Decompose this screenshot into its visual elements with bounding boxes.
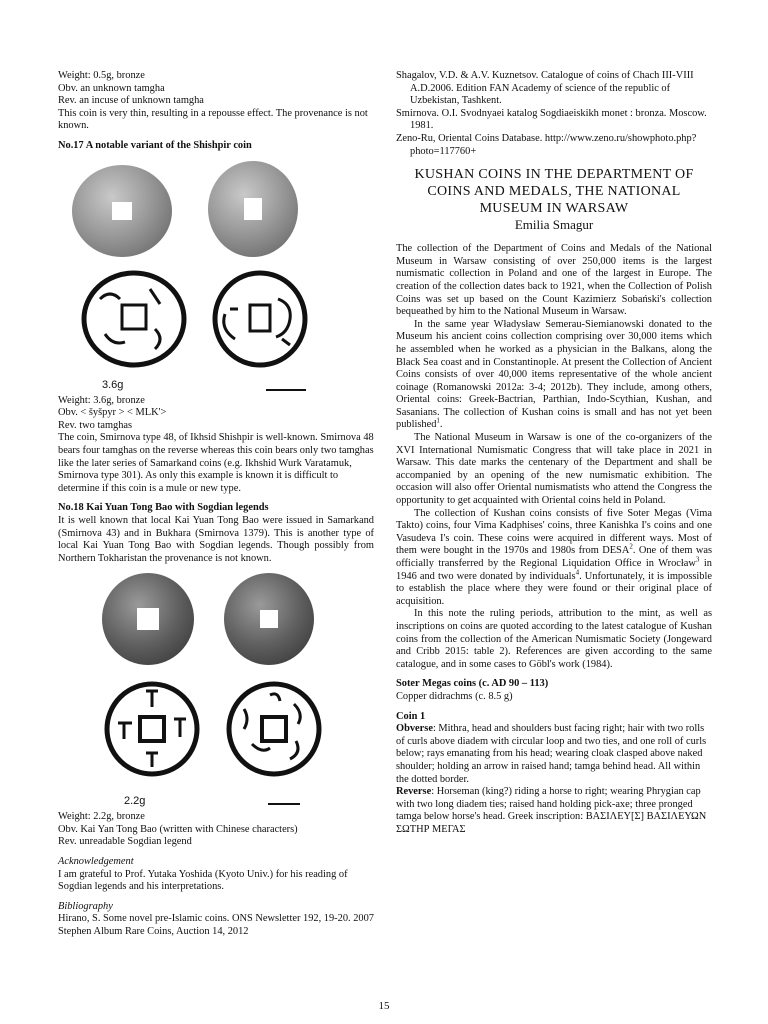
no18-reverse-photo	[224, 573, 314, 665]
article-author: Emilia Smagur	[514, 217, 594, 233]
paragraph: The collection of the Department of Coins and Medals of the National Museum in Warsaw consisting of over 250,000 items is the largest numismatic collection in Poland and one of the largest in Europe. The creation of the collection dates back to 1921, when the Collection of Polish Coins was set up based on the Count Kazimierz Sobański's collection bequeathed by him to the National Museum in Warsaw.	[396, 243, 712, 318]
bibliography-heading: Bibliography	[58, 900, 113, 912]
paragraph: The National Museum in Warsaw is one of the co-organizers of the XVI International Numismatic Congress that will take place in 2021 in Warsaw. This date marks the centenary of the Department and shall be accompanied by an opening of the new numismatic exhibition. The occasion will also offer Oriental numismatists who attend the Congress the opportunity to get acquainted with Oriental coins held in Poland.	[396, 432, 712, 507]
no18-weight-caption: 2.2g	[124, 795, 146, 808]
acknowledgement-text: I am grateful to Prof. Yutaka Yoshida (Kyoto Univ.) for his reading of Sogdian legends and his interpretations.	[58, 868, 348, 893]
no18-detail: Rev. unreadable Sogdian legend	[58, 836, 192, 848]
no18-obverse-photo	[102, 573, 194, 665]
bibliography-entry: Hirano, S. Some novel pre-Islamic coins. ONS Newsletter 192, 19-20. 2007	[58, 913, 374, 925]
reverse-label: Reverse	[396, 786, 432, 798]
reference-entry: Shagalov, V.D. & A.V. Kuznetsov. Catalogue of coins of Chach III-VIII A.D.2006. Edition FAN Academy of science of the republic of Uzbekistan, Tashkent.	[396, 70, 694, 107]
intro-line: Obv. an unknown tamgha	[58, 82, 165, 94]
article-title: KUSHAN COINS IN THE DEPARTMENT OF COINS AND MEDALS, THE NATIONAL MUSEUM IN WARSAW	[414, 167, 694, 217]
left-column	[58, 70, 374, 939]
intro-line: This coin is very thin, resulting in a repousse effect. The provenance is not known.	[58, 107, 368, 132]
page-number: 15	[378, 1000, 390, 1012]
reference-entry: Zeno-Ru, Oriental Coins Database. http://www.zeno.ru/showphoto.php?photo=117760+	[396, 132, 697, 157]
reference-entry: Smirnova. O.I. Svodnyaei katalog Sogdiaeiskikh monet : bronza. Moscow. 1981.	[396, 107, 707, 132]
no17-heading: No.17 A notable variant of the Shishpir coin	[58, 139, 252, 151]
no18-description: It is well known that local Kai Yuan Tong Bao were issued in Samarkand (Smirnova 43) and in Bukhara (Smirnova 1379). This is another type of local Kai Yuan Tong Bao with Sogdian legends. Though possibly from Northern Tokharistan the provenance is not known.	[58, 514, 374, 564]
no18-detail: Obv. Kai Yan Tong Bao (written with Chinese characters)	[58, 823, 298, 835]
paragraph: In this note the ruling periods, attribution to the mint, as well as inscriptions on coins are quoted according to the latest catalogue of Kushan coins from the collection of the American Numismatic Society (Jongeward and Cribb 2015: table 2). References are given according to the same catalogue, and in some cases to Göbl's work (1984).	[396, 608, 712, 670]
no17-obverse-drawing	[80, 269, 188, 369]
no18-obverse-drawing	[102, 679, 202, 779]
no18-coin-figure	[58, 571, 374, 811]
footnote-ref: 2	[629, 542, 633, 551]
obverse-label: Obverse	[396, 723, 433, 735]
intro-line: Rev. an incuse of unknown tamgha	[58, 95, 204, 107]
scale-bar	[266, 389, 306, 391]
no18-heading: No.18 Kai Yuan Tong Bao with Sogdian legends	[58, 502, 269, 514]
no17-description: The coin, Smirnova type 48, of Ikhsid Shishpir is well-known. Smirnova 48 bears four tamghas on the reverse whereas this coin bears only two tamghas like the later series of Samarkand coins (e.g. Ikhshid Wurk Varatamuk, Smirnova type 301). As only this example is known it is difficult to determine if this coin is a mule or new type.	[58, 432, 374, 494]
coin1-obverse: Obverse: Mithra, head and shoulders bust facing right; hair with two rolls of curls above diadem with circular loop and two ties, and one roll of curls below; rays emanating from his head; wearing cloak clasped above naked shoulder; holding an arrow in raised hand; tamga behind head. All within the dotted border.	[396, 723, 707, 785]
no17-obverse-photo	[72, 165, 172, 257]
soter-megas-heading: Soter Megas coins (c. AD 90 – 113)	[396, 678, 549, 690]
no17-detail: Rev. two tamghas	[58, 419, 133, 431]
acknowledgement-heading: Acknowledgement	[58, 856, 134, 868]
no17-reverse-drawing	[210, 269, 310, 369]
no17-weight-caption: 3.6g	[102, 378, 124, 391]
footnote-ref: 4	[575, 568, 580, 577]
no18-detail: Weight: 2.2g, bronze	[58, 811, 145, 823]
footnote-ref: 3	[695, 555, 700, 564]
no17-detail: Weight: 3.6g, bronze	[58, 394, 145, 406]
coin1-heading: Coin 1	[396, 710, 426, 722]
paragraph: In the same year Władysław Semerau-Siemianowski donated to the Museum his ancient coins collection comprising over 30,000 items which he assembled when he worked as a physician in the Balkans, along the Black Sea coast and in Constantinople. At present the Collection of Ancient Coins consists of over 40,000 items representative of the whole ancient coinage (Romanowski 2012a: 3-4; 2012b). They include, among others, Oriental coins: Greek-Bactrian, Parthian, Indo-Scythian, Kushan, and Sasanians. The collection of Kushan coins is small and has not yet been published$^1$.	[396, 318, 712, 431]
paragraph: The collection of Kushan coins consists of five Soter Megas (Vima Takto) coins, four Vima Kadphises' coins, three Kanishka I's coins and one Vasudeva I's coin. These coins were acquired in different ways. Most of them were bought in the 1970s and 1980s from DESA$^2$. One of them was officially transferred by the Regional Liquidation Office in Wrocław$^3$ in 1946 and two were donated by individuals$^4$. Unfortunately, it is impossible to establish the place where they were found or their original place of acquisition.	[396, 507, 713, 607]
coin1-reverse: Reverse: Horseman (king?) riding a horse to right; wearing Phrygian cap with two long diadem ties; raised hand holding pick-axe; three pronged tamga below horse's head. Greek inscription: ΒΑΣΙΛΕΥ[Σ] ΒΑΣΙΛΕΥΩΝ ΣΩΤΗΡ ΜΕΓΑΣ	[396, 786, 707, 835]
scale-bar	[268, 803, 300, 805]
no17-detail: Obv. < šyšpyr > < MLK'>	[58, 407, 167, 419]
right-column	[396, 70, 712, 836]
bibliography-entry: Stephen Album Rare Coins, Auction 14, 2012	[58, 926, 249, 938]
soter-megas-subheading: Copper didrachms (c. 8.5 g)	[396, 690, 513, 702]
no17-coin-figure	[58, 157, 374, 395]
intro-line: Weight: 0.5g, bronze	[58, 70, 145, 81]
footnote-ref: 1	[436, 417, 440, 425]
no17-reverse-photo	[208, 161, 298, 257]
no18-reverse-drawing	[224, 679, 324, 779]
